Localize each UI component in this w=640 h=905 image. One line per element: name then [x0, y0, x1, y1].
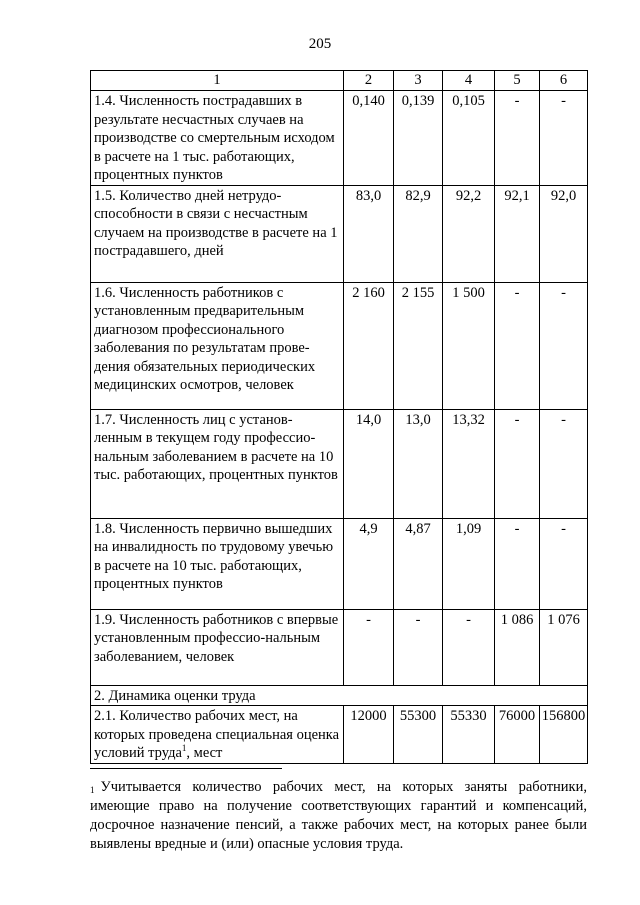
footnote-ref: 1 [181, 743, 187, 754]
footnote-mark: 1 [90, 785, 95, 795]
cell-value: 4,87 [394, 518, 443, 609]
cell-value: 92,2 [443, 185, 495, 282]
table-row [91, 518, 588, 609]
cell-value: - [495, 91, 540, 186]
cell-value: 156800 [540, 706, 588, 764]
table-row [91, 706, 588, 764]
cell-value: 83,0 [344, 185, 394, 282]
cell-value: 0,140 [344, 91, 394, 186]
row-label: 1.6. Численность работников с установленным предварительным диагнозом профессионального заболевания по результатам прове-дения обязательных периодических медицинских осмотров, человек [91, 282, 344, 409]
cell-value: - [495, 518, 540, 609]
section-title: 2. Динамика оценки труда [91, 685, 588, 706]
cell-value: 76000 [495, 706, 540, 764]
cell-value: - [540, 282, 588, 409]
cell-value: 13,0 [394, 409, 443, 518]
col-header-4: 4 [443, 71, 495, 91]
cell-value: 92,0 [540, 185, 588, 282]
cell-value: 1,09 [443, 518, 495, 609]
table-row [91, 409, 588, 518]
cell-value: - [540, 91, 588, 186]
col-header-1: 1 [91, 71, 344, 91]
cell-value: - [443, 609, 495, 685]
cell-value: 12000 [344, 706, 394, 764]
table-row [91, 185, 588, 282]
cell-value: - [495, 282, 540, 409]
row-label: 1.9. Численность работников с впервые установленным профессио-нальным заболеванием, человек [91, 609, 344, 685]
cell-value: 4,9 [344, 518, 394, 609]
page-number: 205 [308, 36, 332, 52]
cell-value: 2 160 [344, 282, 394, 409]
cell-value: 0,139 [394, 91, 443, 186]
cell-value: - [540, 409, 588, 518]
cell-value: - [495, 409, 540, 518]
row-label-text: 2.1. Количество рабочих мест, на которых проведена специальная оценка условий труда [94, 708, 340, 761]
cell-value: - [394, 609, 443, 685]
col-header-6: 6 [540, 71, 588, 91]
table-row [91, 609, 588, 685]
col-header-3: 3 [394, 71, 443, 91]
cell-value: 0,105 [443, 91, 495, 186]
cell-value: 82,9 [394, 185, 443, 282]
row-label [91, 706, 344, 764]
row-label: 1.4. Численность пострадавших в результате несчастных случаев на производстве со смертельным исходом в расчете на 1 тыс. работающих, процентных пунктов [91, 91, 344, 186]
cell-value: 92,1 [495, 185, 540, 282]
cell-value: - [344, 609, 394, 685]
cell-value: 1 500 [443, 282, 495, 409]
row-label: 1.5. Количество дней нетрудо-способности в связи с несчастным случаем на производстве в расчете на 1 пострадавшего, дней [91, 185, 344, 282]
cell-value: - [540, 518, 588, 609]
footnote-text: Учитывается количество рабочих мест, на которых заняты работники, имеющие право на получение соответствующих гарантий и компенсаций, досрочное назначение пенсий, а также рабочих мест, на которых ранее были выявлены вредные и (или) опасные условия труда. [90, 779, 587, 852]
cell-value: 14,0 [344, 409, 394, 518]
footnote-divider [90, 768, 282, 769]
row-label: 1.7. Численность лиц с установ-ленным в текущем году профессио-нальным заболеванием в расчете на 10 тыс. работающих, процентных пунктов [91, 409, 344, 518]
table-row [91, 91, 588, 186]
cell-value: 2 155 [394, 282, 443, 409]
cell-value: 55300 [394, 706, 443, 764]
col-header-5: 5 [495, 71, 540, 91]
table-row [91, 282, 588, 409]
header-row [91, 71, 588, 91]
cell-value: 1 076 [540, 609, 588, 685]
cell-value: 55330 [443, 706, 495, 764]
section-row [91, 685, 588, 706]
footnote [90, 778, 587, 854]
row-label-suffix: , мест [186, 745, 223, 761]
row-label: 1.8. Численность первично вышедших на инвалидность по трудовому увечью в расчете на 10 тыс. работающих, процентных пунктов [91, 518, 344, 609]
indicators-table [90, 70, 588, 764]
col-header-2: 2 [344, 71, 394, 91]
cell-value: 13,32 [443, 409, 495, 518]
cell-value: 1 086 [495, 609, 540, 685]
